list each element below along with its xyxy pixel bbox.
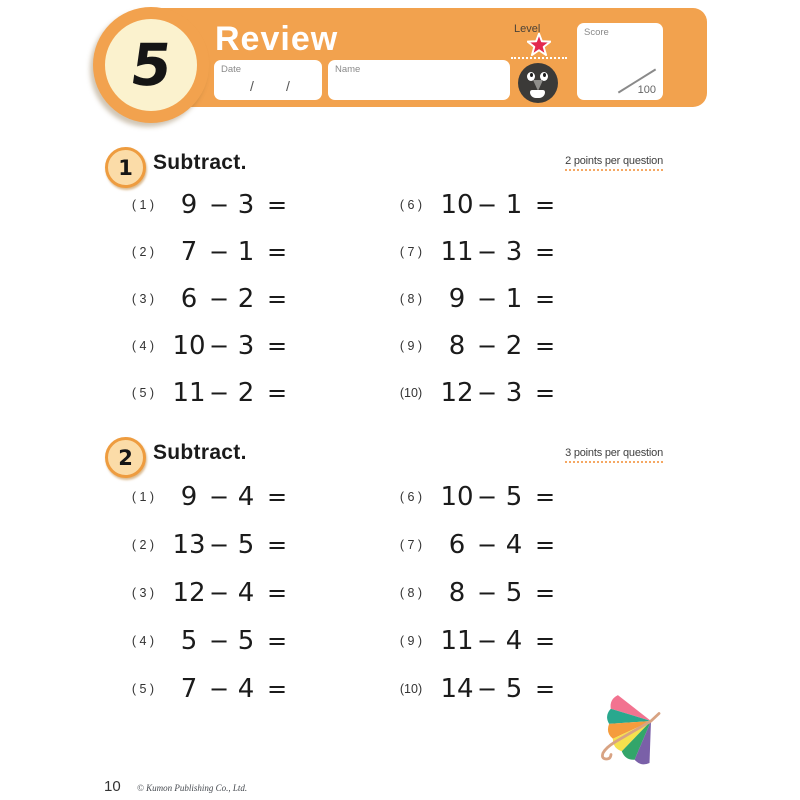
minuend: 11 bbox=[440, 237, 474, 267]
lesson-number: 5 bbox=[126, 31, 176, 99]
mole-face-icon bbox=[518, 63, 558, 103]
subtrahend: 4 bbox=[237, 674, 255, 704]
problem-row bbox=[390, 376, 592, 410]
date-slash-1: / bbox=[250, 78, 254, 94]
minuend: 10 bbox=[440, 482, 474, 512]
minus-sign: − bbox=[476, 191, 498, 219]
problem-row bbox=[390, 329, 592, 363]
subtrahend: 2 bbox=[505, 331, 523, 361]
subtrahend: 4 bbox=[505, 626, 523, 656]
minus-sign: − bbox=[476, 332, 498, 360]
section-2-number-badge bbox=[105, 437, 146, 478]
answer-blank[interactable] bbox=[290, 331, 324, 361]
section-2-right-column bbox=[390, 480, 592, 720]
equals-sign: = bbox=[266, 675, 288, 703]
answer-blank[interactable] bbox=[558, 530, 592, 560]
minuend: 12 bbox=[172, 578, 206, 608]
equals-sign: = bbox=[266, 531, 288, 559]
minus-sign: − bbox=[208, 483, 230, 511]
answer-blank[interactable] bbox=[290, 674, 324, 704]
answer-blank[interactable] bbox=[290, 378, 324, 408]
answer-blank[interactable] bbox=[558, 482, 592, 512]
problem-row bbox=[390, 235, 592, 269]
equals-sign: = bbox=[534, 483, 556, 511]
minuend: 9 bbox=[448, 284, 466, 314]
answer-blank[interactable] bbox=[558, 626, 592, 656]
subtrahend: 4 bbox=[237, 482, 255, 512]
section-1-points-note: 2 points per question bbox=[565, 155, 663, 171]
score-field[interactable] bbox=[577, 23, 663, 100]
answer-blank[interactable] bbox=[290, 530, 324, 560]
minuend: 12 bbox=[440, 378, 474, 408]
problem-row bbox=[122, 624, 324, 658]
problem-number: ( 3 ) bbox=[131, 292, 155, 306]
equals-sign: = bbox=[534, 332, 556, 360]
problem-number: ( 4 ) bbox=[131, 339, 155, 353]
subtrahend: 5 bbox=[505, 578, 523, 608]
problem-number: (10) bbox=[399, 386, 423, 400]
problem-row bbox=[122, 235, 324, 269]
answer-blank[interactable] bbox=[290, 626, 324, 656]
problem-number: (10) bbox=[399, 682, 423, 696]
minuend: 14 bbox=[440, 674, 474, 704]
minuend: 5 bbox=[180, 626, 198, 656]
minuend: 10 bbox=[172, 331, 206, 361]
answer-blank[interactable] bbox=[290, 578, 324, 608]
problem-number: ( 7 ) bbox=[399, 245, 423, 259]
umbrella-icon bbox=[575, 688, 680, 778]
minuend: 8 bbox=[448, 331, 466, 361]
problem-row bbox=[122, 282, 324, 316]
minus-sign: − bbox=[476, 483, 498, 511]
section-2-title: Subtract. bbox=[153, 441, 247, 464]
minuend: 6 bbox=[180, 284, 198, 314]
minus-sign: − bbox=[476, 579, 498, 607]
problem-number: ( 6 ) bbox=[399, 198, 423, 212]
equals-sign: = bbox=[266, 191, 288, 219]
minus-sign: − bbox=[208, 191, 230, 219]
problem-row bbox=[390, 576, 592, 610]
problem-number: ( 4 ) bbox=[131, 634, 155, 648]
equals-sign: = bbox=[266, 238, 288, 266]
minus-sign: − bbox=[208, 332, 230, 360]
problem-number: ( 2 ) bbox=[131, 245, 155, 259]
subtrahend: 4 bbox=[237, 578, 255, 608]
page-number: 10 bbox=[104, 778, 121, 795]
problem-row bbox=[122, 188, 324, 222]
level-label: Level bbox=[514, 23, 541, 35]
answer-blank[interactable] bbox=[558, 578, 592, 608]
problem-number: ( 1 ) bbox=[131, 490, 155, 504]
problem-row bbox=[122, 672, 324, 706]
page-title: Review bbox=[215, 20, 339, 58]
minuend: 7 bbox=[180, 674, 198, 704]
minus-sign: − bbox=[208, 627, 230, 655]
minuend: 11 bbox=[440, 626, 474, 656]
equals-sign: = bbox=[534, 627, 556, 655]
problem-row bbox=[122, 576, 324, 610]
minus-sign: − bbox=[476, 285, 498, 313]
date-label: Date bbox=[221, 64, 242, 75]
minuend: 13 bbox=[172, 530, 206, 560]
lesson-number-badge bbox=[93, 7, 209, 123]
equals-sign: = bbox=[534, 191, 556, 219]
problem-number: ( 5 ) bbox=[131, 386, 155, 400]
answer-blank[interactable] bbox=[290, 482, 324, 512]
section-2-points-note: 3 points per question bbox=[565, 447, 663, 463]
minus-sign: − bbox=[208, 675, 230, 703]
subtrahend: 5 bbox=[505, 482, 523, 512]
problem-number: ( 2 ) bbox=[131, 538, 155, 552]
score-max: 100 bbox=[637, 84, 656, 96]
problem-number: ( 5 ) bbox=[131, 682, 155, 696]
problem-row bbox=[390, 188, 592, 222]
problem-number: ( 9 ) bbox=[399, 339, 423, 353]
answer-blank[interactable] bbox=[558, 284, 592, 314]
problem-row bbox=[122, 376, 324, 410]
minuend: 7 bbox=[180, 237, 198, 267]
minuend: 11 bbox=[172, 378, 206, 408]
equals-sign: = bbox=[266, 379, 288, 407]
subtrahend: 5 bbox=[237, 626, 255, 656]
section-1-number-badge bbox=[105, 147, 146, 188]
subtrahend: 1 bbox=[505, 190, 523, 220]
problem-row bbox=[390, 528, 592, 562]
subtrahend: 3 bbox=[505, 237, 523, 267]
equals-sign: = bbox=[266, 579, 288, 607]
subtrahend: 1 bbox=[505, 284, 523, 314]
answer-blank[interactable] bbox=[290, 284, 324, 314]
equals-sign: = bbox=[534, 675, 556, 703]
subtrahend: 4 bbox=[505, 530, 523, 560]
section-2-left-column bbox=[122, 480, 324, 720]
minus-sign: − bbox=[476, 238, 498, 266]
problem-row bbox=[390, 672, 592, 706]
minus-sign: − bbox=[208, 285, 230, 313]
problem-number: ( 1 ) bbox=[131, 198, 155, 212]
problem-number: ( 9 ) bbox=[399, 634, 423, 648]
level-dotted-line bbox=[511, 53, 567, 59]
subtrahend: 5 bbox=[505, 674, 523, 704]
section-1-right-column bbox=[390, 188, 592, 423]
copyright-text: © Kumon Publishing Co., Ltd. bbox=[137, 783, 248, 793]
equals-sign: = bbox=[534, 379, 556, 407]
answer-blank[interactable] bbox=[290, 190, 324, 220]
problem-row bbox=[390, 282, 592, 316]
subtrahend: 3 bbox=[237, 331, 255, 361]
section-2-number: 2 bbox=[118, 445, 133, 470]
problem-row bbox=[390, 624, 592, 658]
subtrahend: 5 bbox=[237, 530, 255, 560]
problem-row bbox=[390, 480, 592, 514]
minus-sign: − bbox=[476, 675, 498, 703]
subtrahend: 2 bbox=[237, 378, 255, 408]
problem-number: ( 8 ) bbox=[399, 586, 423, 600]
minus-sign: − bbox=[208, 238, 230, 266]
minus-sign: − bbox=[208, 379, 230, 407]
answer-blank[interactable] bbox=[558, 237, 592, 267]
minus-sign: − bbox=[476, 379, 498, 407]
date-field[interactable] bbox=[214, 60, 322, 100]
equals-sign: = bbox=[266, 627, 288, 655]
problem-row bbox=[122, 329, 324, 363]
equals-sign: = bbox=[534, 238, 556, 266]
minus-sign: − bbox=[208, 579, 230, 607]
subtrahend: 3 bbox=[505, 378, 523, 408]
date-slash-2: / bbox=[286, 78, 290, 94]
score-label: Score bbox=[584, 27, 609, 38]
problem-number: ( 6 ) bbox=[399, 490, 423, 504]
minuend: 10 bbox=[440, 190, 474, 220]
minuend: 9 bbox=[180, 482, 198, 512]
equals-sign: = bbox=[534, 285, 556, 313]
problem-row bbox=[122, 528, 324, 562]
answer-blank[interactable] bbox=[558, 378, 592, 408]
minus-sign: − bbox=[476, 531, 498, 559]
section-1-number: 1 bbox=[118, 155, 133, 180]
lesson-number-inner-circle bbox=[105, 19, 197, 111]
problem-number: ( 8 ) bbox=[399, 292, 423, 306]
mole-mouth bbox=[530, 90, 545, 98]
equals-sign: = bbox=[266, 483, 288, 511]
minuend: 8 bbox=[448, 578, 466, 608]
name-field[interactable] bbox=[328, 60, 510, 100]
subtrahend: 3 bbox=[237, 190, 255, 220]
answer-blank[interactable] bbox=[558, 331, 592, 361]
section-1-left-column bbox=[122, 188, 324, 423]
equals-sign: = bbox=[266, 285, 288, 313]
section-1-title: Subtract. bbox=[153, 151, 247, 174]
problem-number: ( 3 ) bbox=[131, 586, 155, 600]
equals-sign: = bbox=[266, 332, 288, 360]
name-label: Name bbox=[335, 64, 361, 75]
subtrahend: 1 bbox=[237, 237, 255, 267]
problem-row bbox=[122, 480, 324, 514]
subtrahend: 2 bbox=[237, 284, 255, 314]
minuend: 6 bbox=[448, 530, 466, 560]
equals-sign: = bbox=[534, 579, 556, 607]
answer-blank[interactable] bbox=[290, 237, 324, 267]
minuend: 9 bbox=[180, 190, 198, 220]
minus-sign: − bbox=[476, 627, 498, 655]
problem-number: ( 7 ) bbox=[399, 538, 423, 552]
equals-sign: = bbox=[534, 531, 556, 559]
minus-sign: − bbox=[208, 531, 230, 559]
answer-blank[interactable] bbox=[558, 190, 592, 220]
